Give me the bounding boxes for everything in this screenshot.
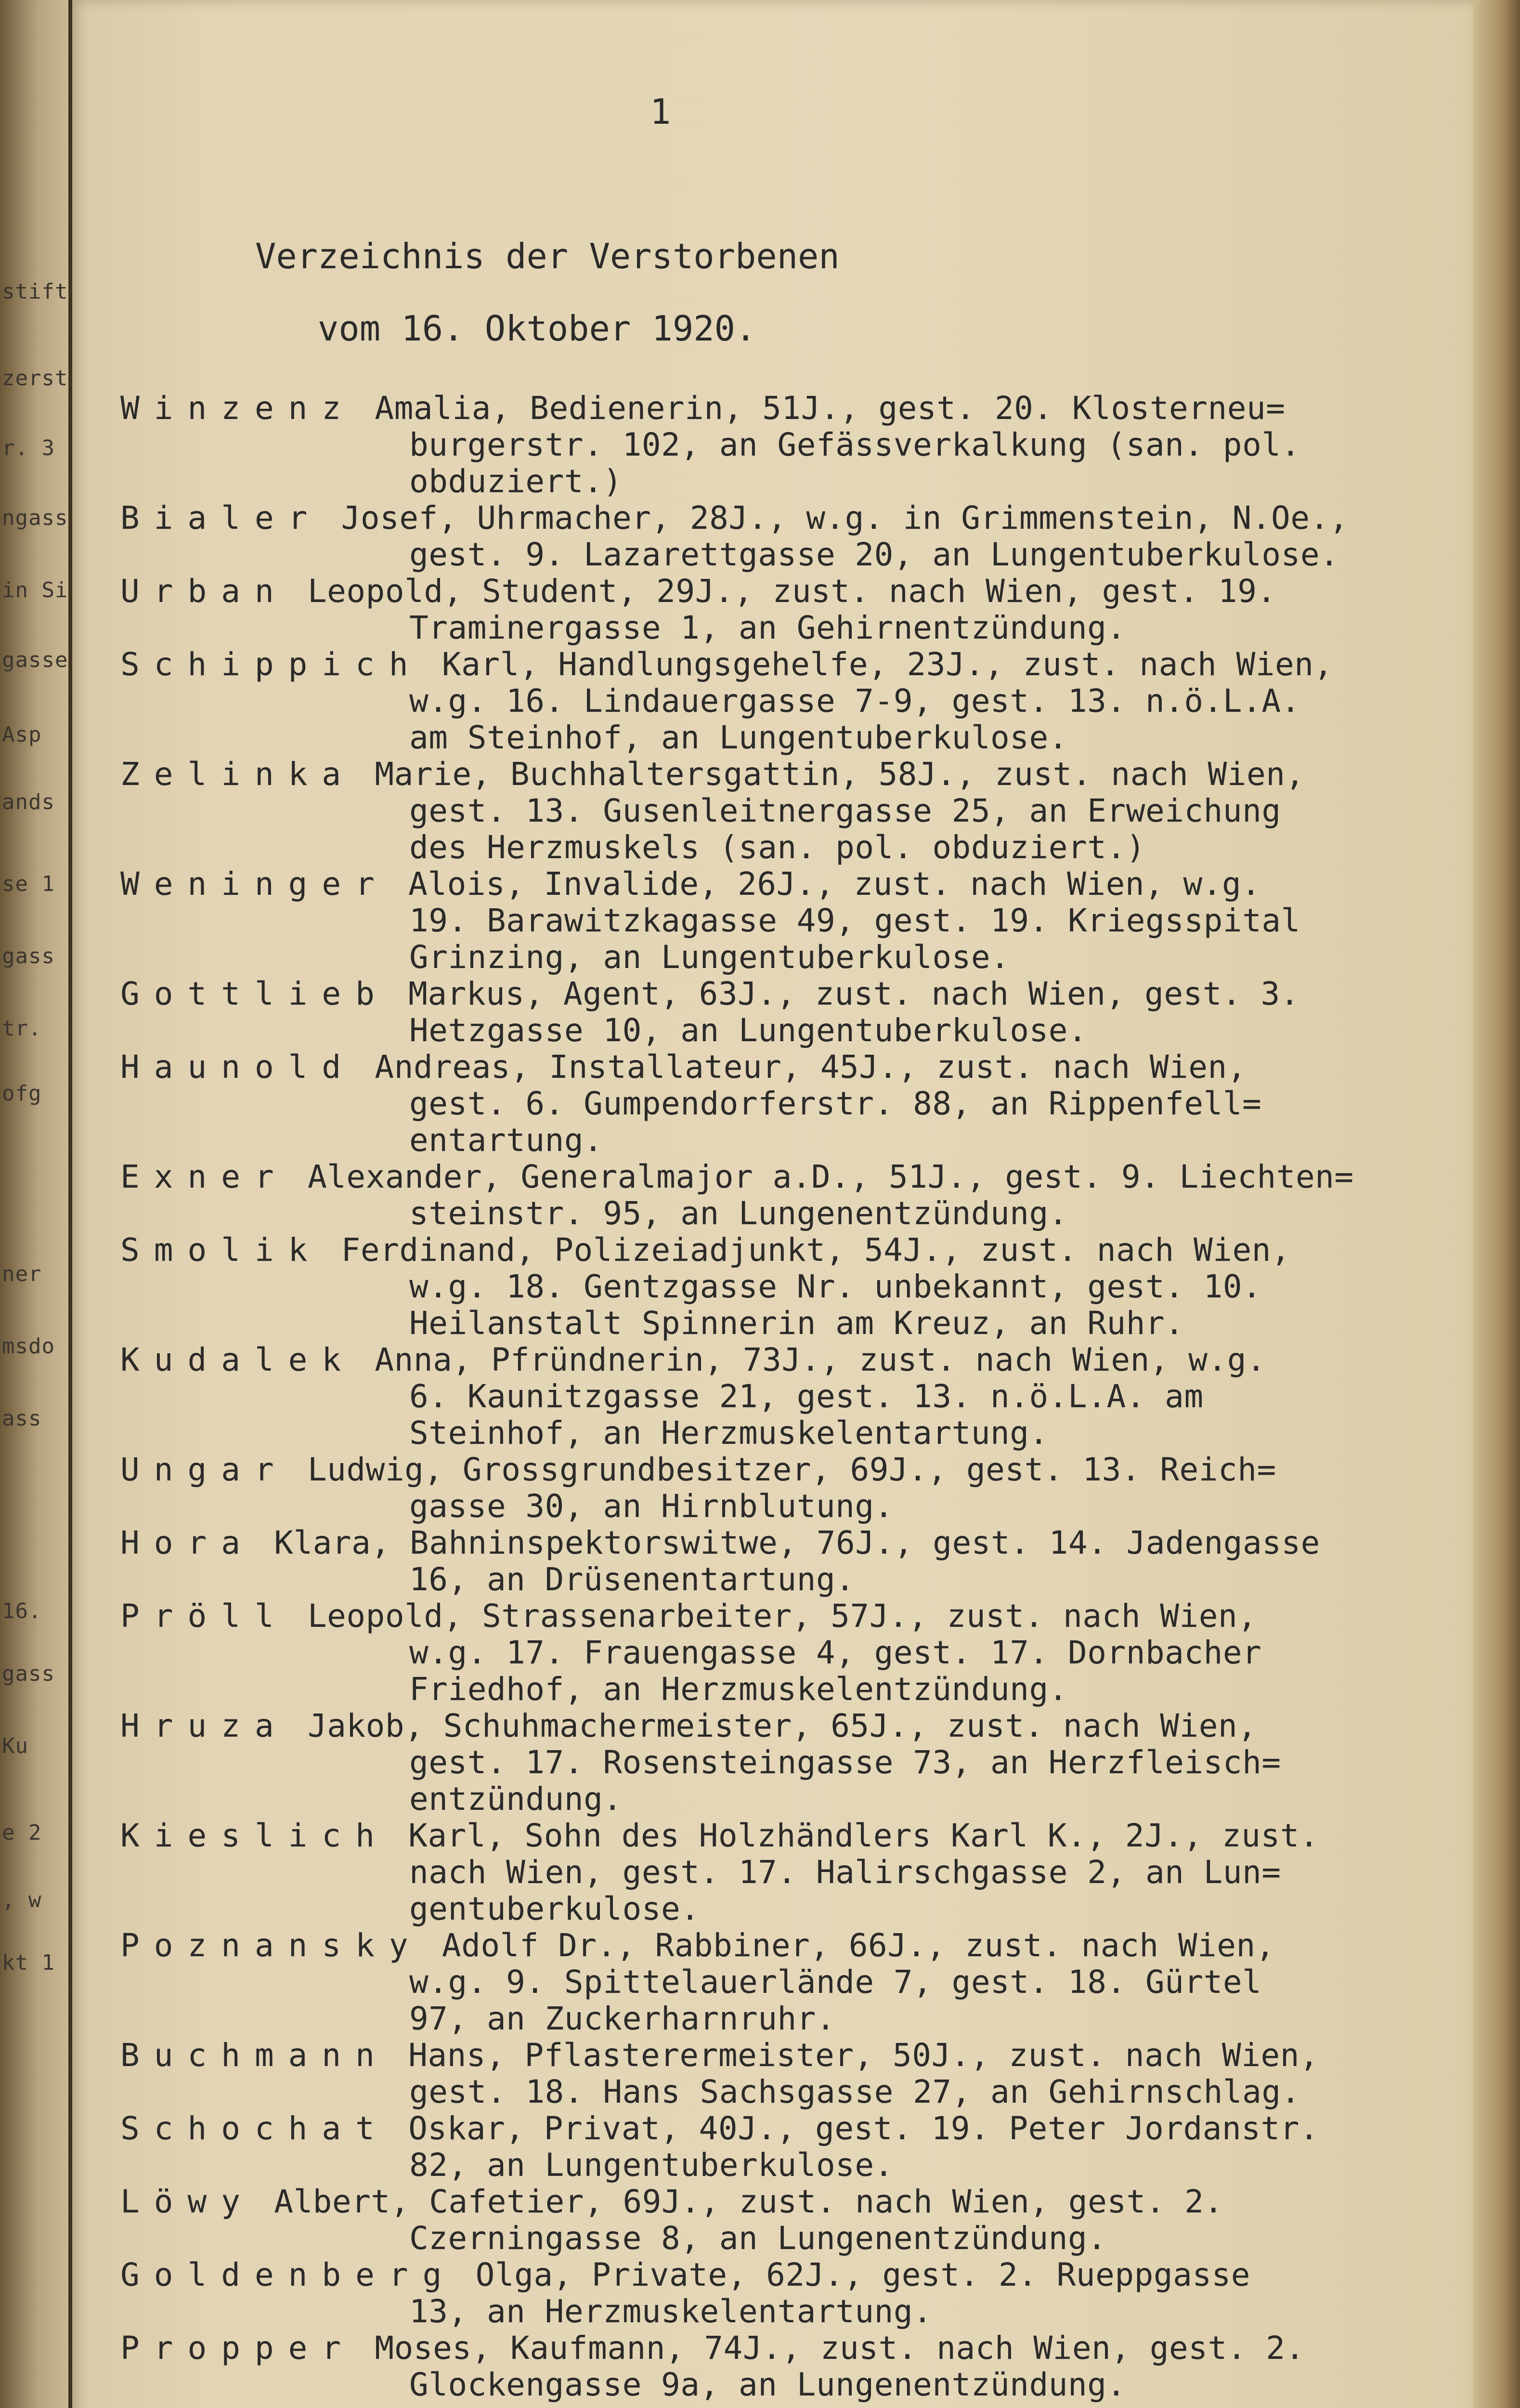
entry-continuation-line xyxy=(120,1488,1459,1525)
entry-first-line xyxy=(120,1049,1459,1086)
register-entry xyxy=(120,1159,1459,1232)
entry-continuation-line xyxy=(120,1086,1459,1122)
register-entry xyxy=(120,1049,1459,1159)
register-entry xyxy=(120,1232,1459,1342)
entry-continuation-line xyxy=(120,1305,1459,1342)
entry-text: w.g. 18. Gentzgasse Nr. unbekannt, gest. 10. xyxy=(409,1268,1262,1305)
register-entry xyxy=(120,1598,1459,1708)
entry-surname: Kudalek xyxy=(120,1341,356,1378)
entry-continuation-line xyxy=(120,720,1459,756)
entry-continuation-line xyxy=(120,1378,1459,1415)
entry-continuation-line xyxy=(120,939,1459,976)
left-page-fragment: ands xyxy=(2,790,55,814)
register-entry xyxy=(120,2110,1459,2184)
entry-text: Friedhof, an Herzmuskelentzündung. xyxy=(409,1671,1068,1708)
entry-surname: Löwy xyxy=(120,2183,255,2220)
register-entry xyxy=(120,1525,1459,1598)
entry-continuation-line xyxy=(120,1854,1459,1891)
register-entry xyxy=(120,756,1459,866)
left-page-fragment: ofg xyxy=(2,1081,42,1106)
entry-surname: Haunold xyxy=(120,1048,356,1086)
entry-surname: Weninger xyxy=(120,865,389,903)
entry-text: burgerstr. 102, an Gefässverkalkung (san. pol. xyxy=(409,426,1300,463)
entry-continuation-line xyxy=(120,1744,1459,1781)
entry-continuation-line xyxy=(120,427,1459,463)
entry-text: Karl, Handlungsgehelfe, 23J., zust. nach Wien, xyxy=(442,646,1333,683)
entry-continuation-line xyxy=(120,2001,1459,2037)
entry-text: gasse 30, an Hirnblutung. xyxy=(409,1488,894,1525)
entry-text: Grinzing, an Lungentuberkulose. xyxy=(409,939,1010,976)
entry-first-line xyxy=(120,2110,1459,2147)
entry-continuation-line xyxy=(120,829,1459,866)
entry-text: am Steinhof, an Lungentuberkulose. xyxy=(409,719,1068,756)
left-page-fragment: se 1 xyxy=(2,872,55,896)
entry-surname: Winzenz xyxy=(120,390,356,427)
entry-text: 19. Barawitzkagasse 49, gest. 19. Kriegsspital xyxy=(409,902,1300,939)
register-entry xyxy=(120,1818,1459,1927)
entry-first-line xyxy=(120,1708,1459,1744)
register-entry xyxy=(120,1452,1459,1525)
entry-first-line xyxy=(120,756,1459,793)
entry-continuation-line xyxy=(120,1122,1459,1159)
entry-text: Anna, Pfründnerin, 73J., zust. nach Wien, w.g. xyxy=(375,1341,1266,1378)
entry-surname: Propper xyxy=(120,2329,356,2367)
entry-surname: Goldenberg xyxy=(120,2256,456,2293)
entry-text: 97, an Zuckerharnruhr. xyxy=(409,2000,836,2037)
entry-text: Adolf Dr., Rabbiner, 66J., zust. nach Wien, xyxy=(442,1927,1275,1964)
entry-text: 82, an Lungentuberkulose. xyxy=(409,2146,894,2184)
register-entry xyxy=(120,500,1459,573)
left-page-fragment: zerst xyxy=(2,366,68,391)
entry-continuation-line xyxy=(120,903,1459,939)
left-page-fragment: Asp xyxy=(2,722,42,747)
entry-first-line xyxy=(120,500,1459,537)
entry-text: Steinhof, an Herzmuskelentartung. xyxy=(409,1414,1049,1452)
entry-continuation-line xyxy=(120,537,1459,573)
entry-continuation-line xyxy=(120,793,1459,829)
entry-continuation-line xyxy=(120,1635,1459,1671)
entry-text: Hetzgasse 10, an Lungentuberkulose. xyxy=(409,1012,1088,1049)
entry-first-line xyxy=(120,2330,1459,2367)
document-page xyxy=(72,0,1473,2408)
entry-text: Glockengasse 9a, an Lungenentzündung. xyxy=(409,2366,1126,2403)
entry-surname: Kieslich xyxy=(120,1817,389,1854)
register-entry xyxy=(120,2257,1459,2330)
entry-first-line xyxy=(120,390,1459,427)
entry-text: w.g. 17. Frauengasse 4, gest. 17. Dornbacher xyxy=(409,1634,1262,1671)
entry-text: Leopold, Strassenarbeiter, 57J., zust. nach Wien, xyxy=(307,1597,1257,1635)
register-entry xyxy=(120,2184,1459,2257)
entry-continuation-line xyxy=(120,1415,1459,1452)
entry-text: Hans, Pflasterermeister, 50J., zust. nach Wien, xyxy=(408,2037,1319,2074)
left-page-fragment: in Si xyxy=(2,578,68,602)
entry-text: Leopold, Student, 29J., zust. nach Wien, gest. 19. xyxy=(307,573,1276,610)
entry-surname: Ungar xyxy=(120,1451,288,1488)
register-entry xyxy=(120,1927,1459,2037)
entry-text: Ferdinand, Polizeiadjunkt, 54J., zust. nach Wien, xyxy=(341,1231,1291,1269)
entry-surname: Hruza xyxy=(120,1707,288,1744)
page-edge xyxy=(1473,0,1520,2408)
entry-text: Czerningasse 8, an Lungenentzündung. xyxy=(409,2220,1107,2257)
entry-first-line xyxy=(120,866,1459,903)
entry-first-line xyxy=(120,1342,1459,1378)
entry-text: steinstr. 95, an Lungenentzündung. xyxy=(409,1195,1068,1232)
register-entry xyxy=(120,2037,1459,2110)
entry-first-line xyxy=(120,1525,1459,1561)
entry-continuation-line xyxy=(120,2220,1459,2257)
left-page-fragment: msdo xyxy=(2,1334,55,1359)
entry-continuation-line xyxy=(120,1012,1459,1049)
entry-text: Alois, Invalide, 26J., zust. nach Wien, w.g. xyxy=(408,865,1261,903)
entry-first-line xyxy=(120,1598,1459,1635)
entry-continuation-line xyxy=(120,1671,1459,1708)
entry-text: entzündung. xyxy=(409,1780,623,1818)
entry-text: w.g. 9. Spittelauerlände 7, gest. 18. Gürtel xyxy=(409,1963,1262,2001)
register-entry xyxy=(120,2330,1459,2403)
entry-text: 13, an Herzmuskelentartung. xyxy=(409,2293,933,2330)
entry-continuation-line xyxy=(120,683,1459,720)
entry-text: Moses, Kaufmann, 74J., zust. nach Wien, gest. 2. xyxy=(375,2329,1305,2367)
entry-text: Ludwig, Grossgrundbesitzer, 69J., gest. 13. Reich= xyxy=(307,1451,1276,1488)
page-title: Verzeichnis der Verstorbenen xyxy=(255,236,840,276)
entry-text: Karl, Sohn des Holzhändlers Karl K., 2J., zust. xyxy=(408,1817,1319,1854)
entry-text: 16, an Drüsenentartung. xyxy=(409,1561,855,1598)
entry-continuation-line xyxy=(120,2293,1459,2330)
entry-surname: Schochat xyxy=(120,2110,389,2147)
entry-continuation-line xyxy=(120,2147,1459,2184)
left-page-fragment: ngass xyxy=(2,506,68,530)
entry-text: Marie, Buchhaltersgattin, 58J., zust. nach Wien, xyxy=(375,756,1305,793)
left-page-fragment: r. 3 xyxy=(2,436,55,460)
register-entry xyxy=(120,1708,1459,1818)
entry-first-line xyxy=(120,646,1459,683)
entry-surname: Hora xyxy=(120,1524,255,1561)
left-page-fragment: gass xyxy=(2,944,55,968)
entry-continuation-line xyxy=(120,1269,1459,1305)
entry-first-line xyxy=(120,2037,1459,2074)
entry-text: 6. Kaunitzgasse 21, gest. 13. n.ö.L.A. am xyxy=(409,1378,1204,1415)
entry-first-line xyxy=(120,1159,1459,1195)
death-register-list xyxy=(120,390,1459,2403)
entry-text: gest. 13. Gusenleitnergasse 25, an Erweichung xyxy=(409,792,1281,829)
entry-continuation-line xyxy=(120,610,1459,646)
left-page-fragment: gasse xyxy=(2,648,68,672)
entry-first-line xyxy=(120,1452,1459,1488)
register-entry xyxy=(120,390,1459,500)
entry-text: Albert, Cafetier, 69J., zust. nach Wien, gest. 2. xyxy=(274,2183,1223,2220)
entry-surname: Urban xyxy=(120,573,288,610)
entry-text: Klara, Bahninspektorswitwe, 76J., gest. 14. Jadengasse xyxy=(274,1524,1320,1561)
entry-text: gest. 6. Gumpendorferstr. 88, an Rippenfell= xyxy=(409,1085,1262,1122)
entry-text: Markus, Agent, 63J., zust. nach Wien, gest. 3. xyxy=(408,975,1299,1012)
register-entry xyxy=(120,1342,1459,1452)
entry-first-line xyxy=(120,976,1459,1012)
entry-text: Traminergasse 1, an Gehirnentzündung. xyxy=(409,609,1126,646)
entry-text: Alexander, Generalmajor a.D., 51J., gest. 9. Liechten= xyxy=(307,1158,1354,1195)
entry-text: Heilanstalt Spinnerin am Kreuz, an Ruhr. xyxy=(409,1305,1184,1342)
entry-first-line xyxy=(120,573,1459,610)
register-entry xyxy=(120,646,1459,756)
entry-text: Amalia, Bedienerin, 51J., gest. 20. Klosterneu= xyxy=(375,390,1286,427)
entry-continuation-line xyxy=(120,2367,1459,2403)
entry-text: Josef, Uhrmacher, 28J., w.g. in Grimmenstein, N.Oe., xyxy=(341,499,1349,537)
entry-first-line xyxy=(120,1818,1459,1854)
entry-text: Oskar, Privat, 40J., gest. 19. Peter Jordanstr. xyxy=(408,2110,1319,2147)
entry-first-line xyxy=(120,2257,1459,2293)
entry-surname: Buchmann xyxy=(120,2037,389,2074)
entry-surname: Smolik xyxy=(120,1231,322,1269)
entry-continuation-line xyxy=(120,1964,1459,2001)
entry-text: Olga, Private, 62J., gest. 2. Rueppgasse xyxy=(475,2256,1251,2293)
entry-surname: Bialer xyxy=(120,499,322,537)
entry-surname: Poznansky xyxy=(120,1927,423,1964)
entry-text: gest. 17. Rosensteingasse 73, an Herzfleisch= xyxy=(409,1744,1281,1781)
entry-surname: Schippich xyxy=(120,646,423,683)
entry-continuation-line xyxy=(120,1781,1459,1818)
left-page-fragment: Ku xyxy=(2,1734,28,1758)
entry-continuation-line xyxy=(120,1195,1459,1232)
entry-text: gest. 9. Lazarettgasse 20, an Lungentuberkulose. xyxy=(409,536,1339,573)
entry-text: Jakob, Schuhmachermeister, 65J., zust. nach Wien, xyxy=(307,1707,1257,1744)
page-number: 1 xyxy=(650,92,671,132)
entry-surname: Pröll xyxy=(120,1597,288,1635)
entry-text: Andreas, Installateur, 45J., zust. nach Wien, xyxy=(375,1048,1247,1086)
left-page-fragment: 16. xyxy=(2,1599,42,1623)
entry-text: w.g. 16. Lindauergasse 7-9, gest. 13. n.ö.L.A. xyxy=(409,682,1300,720)
entry-text: gest. 18. Hans Sachsgasse 27, an Gehirnschlag. xyxy=(409,2073,1300,2110)
left-page-fragment: stift xyxy=(2,279,68,304)
entry-first-line xyxy=(120,1232,1459,1269)
page-subtitle: vom 16. Oktober 1920. xyxy=(318,308,756,349)
entry-first-line xyxy=(120,1927,1459,1964)
entry-first-line xyxy=(120,2184,1459,2220)
entry-text: nach Wien, gest. 17. Halirschgasse 2, an Lun= xyxy=(409,1854,1281,1891)
left-page-fragment: , w xyxy=(2,1888,42,1912)
left-page-fragment: e 2 xyxy=(2,1820,42,1845)
entry-surname: Gottlieb xyxy=(120,975,389,1012)
left-page-fragment: gass xyxy=(2,1662,55,1686)
register-entry xyxy=(120,573,1459,646)
left-page-fragment: kt 1 xyxy=(2,1950,55,1975)
entry-continuation-line xyxy=(120,2074,1459,2110)
left-page-fragment: tr. xyxy=(2,1016,42,1041)
entry-text: gentuberkulose. xyxy=(409,1890,700,1927)
entry-continuation-line xyxy=(120,1561,1459,1598)
left-facing-page xyxy=(0,0,72,2408)
entry-surname: Exner xyxy=(120,1158,288,1195)
entry-text: obduziert.) xyxy=(409,463,623,500)
register-entry xyxy=(120,976,1459,1049)
left-page-fragment: ass xyxy=(2,1406,42,1431)
entry-continuation-line xyxy=(120,1891,1459,1927)
entry-text: entartung. xyxy=(409,1122,603,1159)
entry-surname: Zelinka xyxy=(120,756,356,793)
left-page-fragment: ner xyxy=(2,1262,42,1286)
entry-text: des Herzmuskels (san. pol. obduziert.) xyxy=(409,829,1145,866)
register-entry xyxy=(120,866,1459,976)
entry-continuation-line xyxy=(120,463,1459,500)
